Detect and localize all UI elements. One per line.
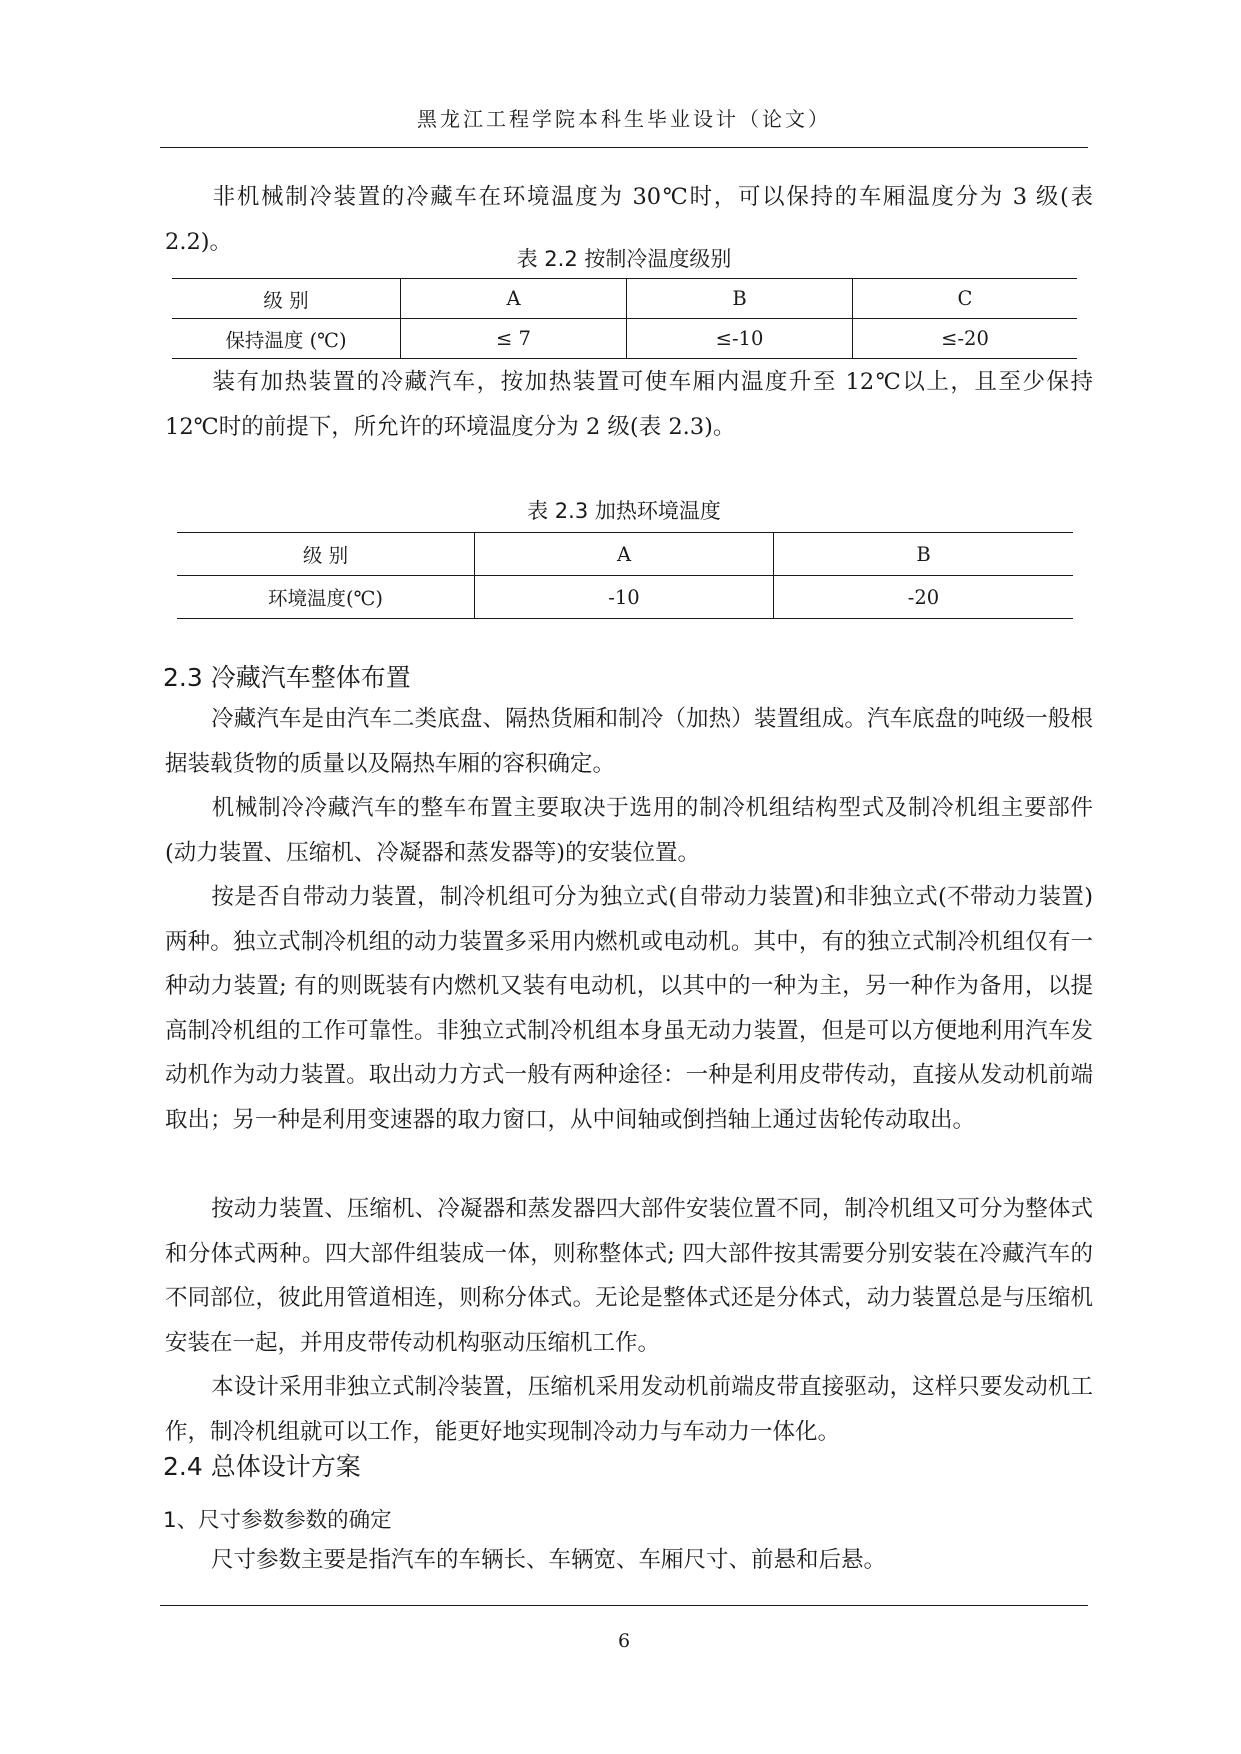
table-cell: 级 别 — [177, 533, 475, 576]
header-rule — [160, 147, 1088, 148]
paragraph-4: 机械制冷冷藏汽车的整车布置主要取决于选用的制冷机组结构型式及制冷机组主要部件(动力装置、压缩机、冷凝器和蒸发器等)的安装位置。 — [165, 795, 1093, 866]
table-cell: B — [627, 279, 853, 319]
table-2-2-caption: 表 2.2 按制冷温度级别 — [516, 247, 732, 271]
table-2-3-caption: 表 2.3 加热环境温度 — [527, 499, 721, 523]
paragraph-2: 装有加热装置的冷藏汽车，按加热装置可使车厢内温度升至 12℃以上，且至少保持 12℃时的前提下，所允许的环境温度分为 2 级(表 2.3)。 — [165, 369, 1093, 440]
table-row — [177, 576, 1073, 619]
table-cell: 环境温度(℃) — [177, 576, 475, 619]
table-cell: A — [475, 533, 774, 576]
table-cell: ≤ 7 — [401, 319, 627, 359]
table-cell: -10 — [475, 576, 774, 619]
table-cell: -20 — [774, 576, 1074, 619]
table-cell: B — [774, 533, 1074, 576]
paragraph-6: 按动力装置、压缩机、冷凝器和蒸发器四大部件安装位置不同，制冷机组又可分为整体式和分体式两种。四大部件组装成一体，则称整体式; 四大部件按其需要分别安装在冷藏汽车的不同部位，彼此用管道相连，则称分体式。无论是整体式还是分体式，动力装置总是与压缩机安装在一起，并用皮带传动机构驱动压缩机工作。 — [165, 1196, 1093, 1356]
page-header-title: 黑龙江工程学院本科生毕业设计（论文） — [417, 107, 831, 131]
table-cell: ≤-20 — [853, 319, 1078, 359]
paragraph-7: 本设计采用非独立式制冷装置，压缩机采用发动机前端皮带直接驱动，这样只要发动机工作，制冷机组就可以工作，能更好地实现制冷动力与车动力一体化。 — [165, 1374, 1093, 1445]
footer-rule — [160, 1605, 1088, 1606]
table-row — [172, 279, 1077, 319]
table-cell: ≤-10 — [627, 319, 853, 359]
paragraph-1: 非机械制冷装置的冷藏车在环境温度为 30℃时，可以保持的车厢温度分为 3 级(表 2.2)。 — [165, 184, 1093, 255]
subsection-heading: 1、尺寸参数参数的确定 — [163, 1508, 392, 1533]
table-cell: 保持温度 (℃) — [172, 319, 401, 359]
paragraph-3: 冷藏汽车是由汽车二类底盘、隔热货厢和制冷（加热）装置组成。汽车底盘的吨级一般根据装载货物的质量以及隔热车厢的容积确定。 — [165, 706, 1093, 777]
section-heading-2-3: 2.3 冷藏汽车整体布置 — [163, 663, 411, 692]
paragraph-5: 按是否自带动力装置，制冷机组可分为独立式(自带动力装置)和非独立式(不带动力装置)两种。独立式制冷机组的动力装置多采用内燃机或电动机。其中，有的独立式制冷机组仅有一种动力装置; 有的则既装有内燃机又装有电动机，以其中的一种为主，另一种作为备用，以提高制冷机组的工作可靠性。非独立式制冷机组本身虽无动力装置，但是可以方便地利用汽车发动机作为动力装置。取出动力方式一般有两种途径：一种是利用皮带传动，直接从发动机前端取出；另一种是利用变速器的取力窗口，从中间轴或倒挡轴上通过齿轮传动取出。 — [165, 884, 1093, 1133]
table-row — [172, 319, 1077, 359]
table-cell: 级 别 — [172, 279, 401, 319]
table-2-3 — [177, 532, 1073, 619]
table-cell: A — [401, 279, 627, 319]
table-cell: C — [853, 279, 1078, 319]
table-2-2 — [172, 278, 1077, 359]
section-heading-2-4: 2.4 总体设计方案 — [163, 1452, 361, 1481]
paragraph-8: 尺寸参数主要是指汽车的车辆长、车辆宽、车厢尺寸、前悬和后悬。 — [211, 1547, 887, 1573]
page-number: 6 — [617, 1630, 631, 1652]
table-row — [177, 533, 1073, 576]
